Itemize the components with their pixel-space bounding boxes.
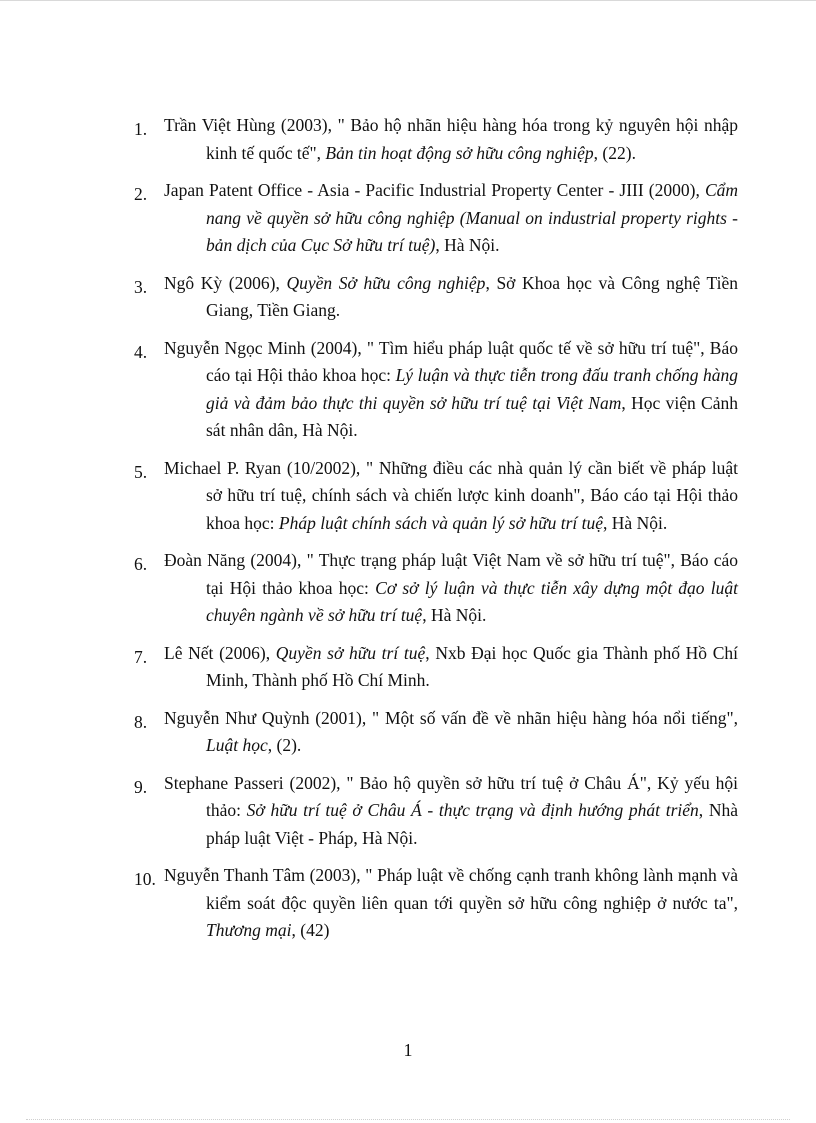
reference-title-italic: Pháp luật chính sách và quản lý sở hữu trí tuệ — [278, 512, 604, 533]
reference-title-italic: Lý luận và thực tiễn trong đấu tranh chống hàng giả và đảm bảo thực thi quyền sở hữu trí tuệ tại Việt Nam — [206, 365, 738, 413]
reference-text — [164, 180, 738, 255]
reference-text-segment: Nguyễn Như Quỳnh (2001), " Một số vấn đề về nhãn hiệu hàng hóa nổi tiếng", — [164, 707, 738, 728]
reference-title-italic: Cẩm nang về quyền sở hữu công nghiệp (Manual on industrial property rights - bản dịch của Cục Sở hữu trí tuệ) — [206, 180, 738, 255]
reference-text-segment: Nguyễn Thanh Tâm (2003), " Pháp luật về chống cạnh tranh không lành mạnh và kiểm soát độc quyền liên quan tới quyền sở hữu công nghiệp ở nước ta", — [164, 865, 738, 913]
reference-title-italic: Cơ sở lý luận và thực tiễn xây dựng một đạo luật chuyên ngành về sở hữu trí tuệ — [206, 577, 738, 625]
reference-text-segment: , (22). — [593, 142, 636, 163]
reference-item — [134, 862, 738, 945]
reference-text-segment: , Hà Nội. — [603, 512, 668, 533]
reference-text — [164, 338, 738, 441]
reference-number: 3. — [134, 276, 148, 297]
reference-number: 1. — [134, 119, 148, 139]
reference-number: 5. — [134, 461, 148, 482]
reference-title-italic: Quyền Sở hữu công nghiệp — [286, 272, 486, 293]
reference-text — [164, 773, 738, 848]
reference-text-segment: Stephane Passeri (2002), " Bảo hộ quyền sở hữu trí tuệ ở Châu Á", Kỷ yếu hội thảo: — [164, 772, 738, 820]
reference-text — [164, 643, 738, 691]
reference-text — [164, 708, 738, 756]
reference-text-segment: Michael P. Ryan (10/2002), " Những điều các nhà quản lý cần biết về pháp luật sở hữu trí tuệ, chính sách và chiến lược kinh doanh", Báo cáo tại Hội thảo khoa học: — [164, 457, 738, 533]
reference-text — [164, 458, 738, 533]
reference-text-segment: Nguyễn Ngọc Minh (2004), " Tìm hiểu pháp luật quốc tế về sở hữu trí tuệ", Báo cáo tại Hội thảo khoa học: — [164, 337, 738, 385]
reference-item — [134, 335, 738, 445]
reference-item — [134, 270, 738, 325]
reference-text-segment: Đoàn Năng (2004), " Thực trạng pháp luật Việt Nam về sở hữu trí tuệ", Báo cáo tại Hội thảo khoa học: — [164, 550, 738, 598]
reference-item — [134, 455, 738, 538]
reference-number: 10. — [134, 869, 156, 889]
reference-text-segment: Trần Việt Hùng (2003), " Bảo hộ nhãn hiệu hàng hóa trong kỷ nguyên hội nhập kinh tế quốc tế", — [164, 115, 738, 163]
reference-item — [134, 705, 738, 760]
reference-text — [164, 550, 738, 625]
page-top-edge — [0, 0, 816, 7]
reference-item — [134, 770, 738, 853]
reference-text-segment: , (42) — [291, 920, 330, 940]
reference-number: 7. — [134, 646, 148, 667]
reference-number: 6. — [134, 554, 148, 574]
reference-item — [134, 112, 738, 167]
reference-text-segment: , Học viện Cảnh sát nhân dân, Hà Nội. — [206, 392, 738, 440]
reference-number: 9. — [134, 776, 148, 797]
reference-text-segment: , Hà Nội. — [422, 605, 487, 625]
reference-text-segment: , Sở Khoa học và Công nghệ Tiền Giang, Tiền Giang. — [206, 272, 738, 320]
reference-text — [164, 115, 738, 163]
page-bottom-rule — [26, 1119, 790, 1120]
reference-title-italic: Thương mại — [206, 920, 292, 940]
reference-item — [134, 177, 738, 260]
reference-title-italic: Luật học — [206, 735, 268, 755]
reference-text-segment: , Nxb Đại học Quốc gia Thành phố Hồ Chí Minh, Thành phố Hồ Chí Minh. — [206, 642, 738, 690]
reference-item — [134, 640, 738, 695]
reference-title-italic: Bản tin hoạt động sở hữu công nghiệp — [325, 142, 594, 163]
reference-title-italic: Sở hữu trí tuệ ở Châu Á - thực trạng và định hướng phát triển — [246, 800, 699, 820]
reference-text-segment: Japan Patent Office - Asia - Pacific Industrial Property Center - JIII (2000), — [164, 180, 705, 200]
reference-number: 8. — [134, 711, 148, 732]
reference-text-segment: Ngô Kỳ (2006), — [164, 272, 287, 293]
reference-text-segment: , (2). — [267, 735, 302, 755]
reference-text-segment: , Hà Nội. — [435, 235, 500, 255]
page-number: 1 — [403, 1040, 413, 1060]
reference-number: 2. — [134, 184, 148, 204]
reference-title-italic: Quyền sở hữu trí tuệ — [275, 642, 426, 663]
reference-text-segment: , Nhà pháp luật Việt - Pháp, Hà Nội. — [206, 800, 738, 848]
reference-item — [134, 547, 738, 630]
reference-text-segment: Lê Nết (2006), — [164, 642, 276, 663]
reference-list — [0, 112, 816, 955]
reference-text — [164, 273, 738, 321]
reference-number: 4. — [134, 341, 148, 362]
reference-text — [164, 865, 738, 940]
